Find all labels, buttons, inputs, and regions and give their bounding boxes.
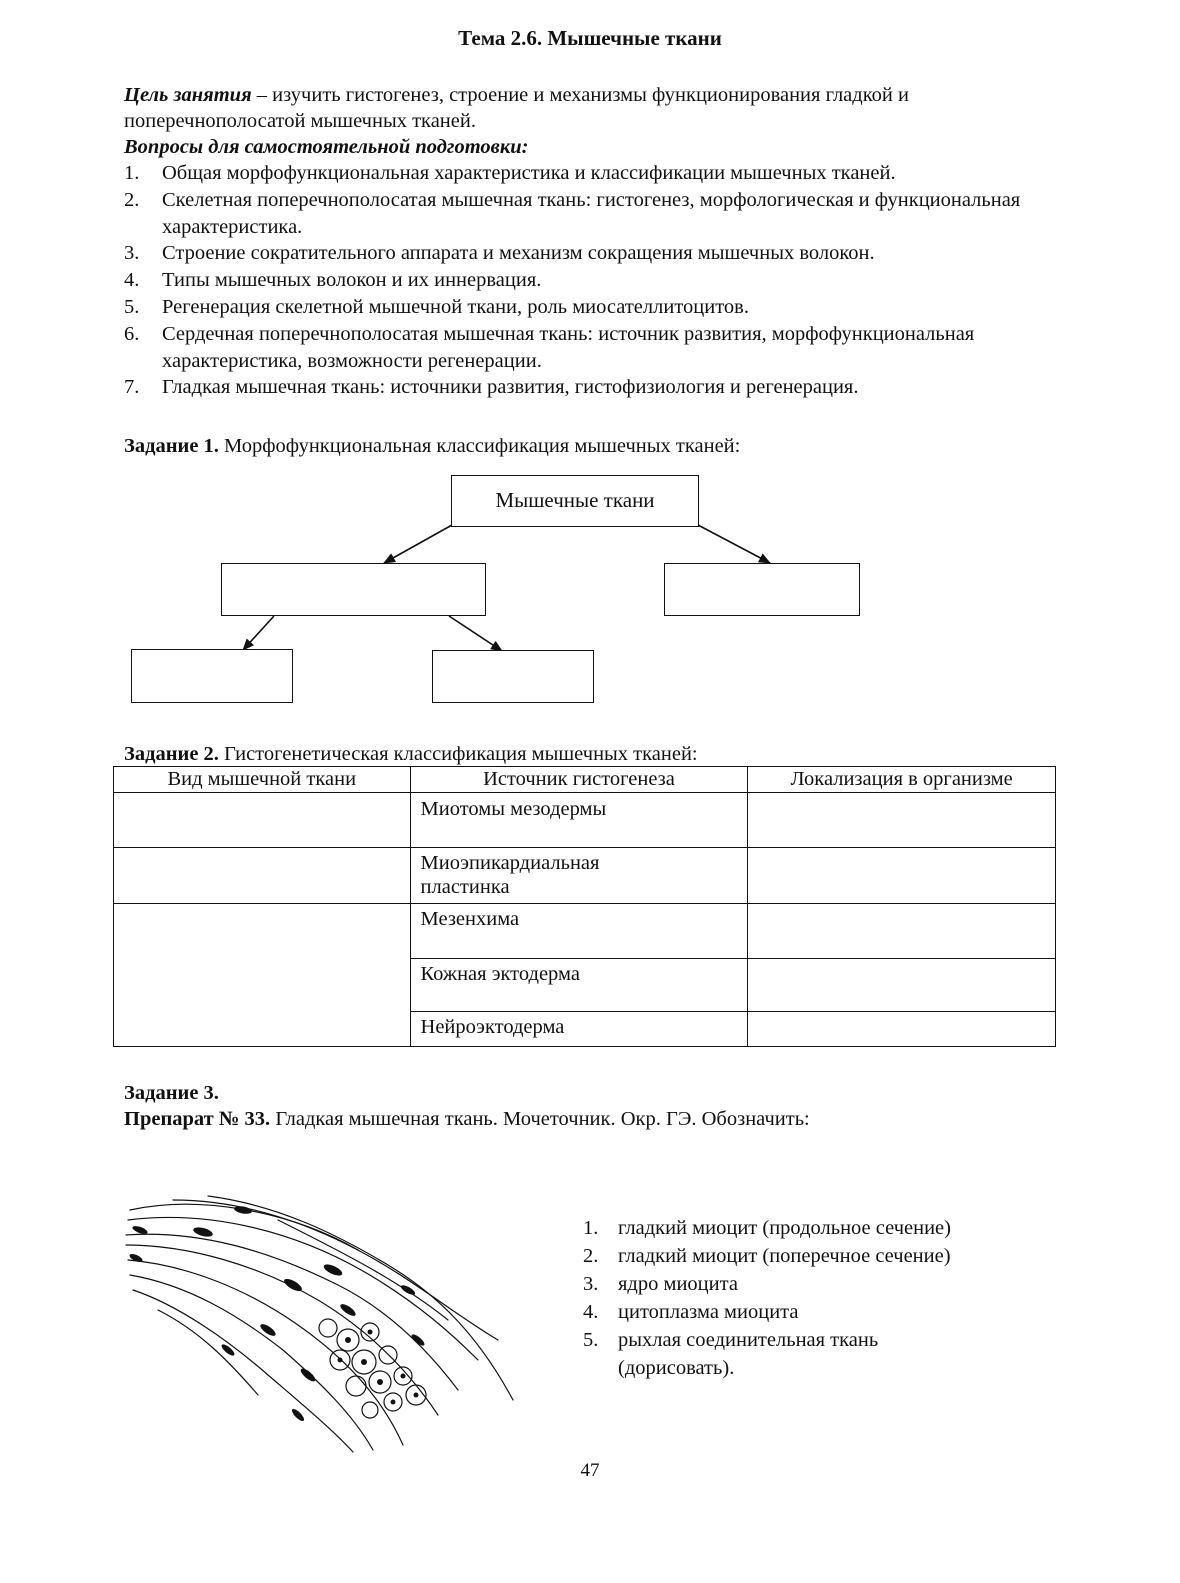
table-header-row [114,767,1056,793]
diagram-empty-box-left[interactable] [221,563,486,616]
task1-label: Задание 1. [124,435,219,457]
myocyte-nucleus [410,1333,426,1348]
myocyte-nucleus [290,1407,306,1423]
preparation-line [124,1106,810,1132]
type-cell[interactable] [114,793,411,848]
myocyte-cross-section [319,1319,337,1337]
location-cell[interactable] [748,793,1056,848]
source-cell: Нейроэктодерма [410,1012,748,1047]
question-item: 5. Регенерация скелетной мышечной ткани, роль миосателлитоцитов. [124,295,749,318]
myocyte-nucleus [220,1343,236,1358]
question-item: 7. Гладкая мышечная ткань: источники развития, гистофизиология и регенерация. [124,376,859,399]
table-row [114,904,1056,959]
diagram-root-box [451,475,699,527]
page-number: 47 [580,1460,600,1481]
table-row [114,848,1056,904]
location-cell[interactable] [748,959,1056,1012]
myocyte-nucleus [299,1367,317,1384]
myocyte-nucleus [400,1283,417,1296]
task3-heading: Задание 3. [124,1082,219,1104]
preparation-label: Препарат № 33. [124,1108,271,1130]
task2-heading [124,741,698,767]
arrow-left-leftchild [243,616,274,650]
task1-text: Морфофункциональная классификация мышечных тканей: [218,435,741,457]
task2-label: Задание 2. [124,743,219,765]
questions-heading: Вопросы для самостоятельной подготовки: [124,136,529,158]
location-cell[interactable] [748,848,1056,904]
classification-diagram-arrows [0,0,1180,720]
type-cell[interactable] [114,848,411,904]
question-item: 2. Скелетная поперечнополосатая мышечная ткань: гистогенез, морфологическая и функциональная характеристика. [124,188,1021,238]
histogenesis-table [113,766,1056,1047]
legend-item: 4. цитоплазма миоцита [583,1301,799,1323]
legend-item: 5. рыхлая соединительная ткань (дорисовать). [583,1329,879,1379]
source-cell: Миотомы мезодермы [410,793,748,848]
arrow-root-left [384,525,452,563]
myocyte-cross-section [362,1402,378,1418]
question-item: 3. Строение сократительного аппарата и механизм сокращения мышечных волокон. [124,242,875,265]
source-cell: Мезенхима [410,904,748,959]
legend-item: 3. ядро миоцита [583,1273,738,1295]
source-cell: Кожная эктодерма [410,959,748,1012]
goal-text: – изучить гистогенез, строение и механизмы функционирования гладкой и поперечнополосатой мышечных тканей. [124,84,909,132]
table-row [114,793,1056,848]
arrow-root-right [698,525,770,563]
source-cell: Миоэпикардиальная пластинка [410,848,748,904]
col-header-type: Вид мышечной ткани [114,767,411,793]
diagram-empty-box-right[interactable] [664,563,860,616]
legend-item: 2. гладкий миоцит (поперечное сечение) [583,1245,951,1267]
preparation-text: Гладкая мышечная ткань. Мочеточник. Окр. ГЭ. Обозначить: [270,1108,810,1130]
myocyte-cross-section [346,1376,366,1396]
col-header-source: Источник гистогенеза [410,767,748,793]
myocyte-nucleus [192,1226,213,1239]
diagram-empty-box-leftchild[interactable] [131,649,293,703]
myocyte-nucleus [322,1262,344,1278]
question-item: 1. Общая морфофункциональная характеристика и классификации мышечных тканей. [124,162,896,184]
diagram-empty-box-rightchild[interactable] [432,650,594,703]
location-cell[interactable] [748,904,1056,959]
diagram-root-label: Мышечные ткани [495,488,655,512]
col-header-location: Локализация в организме [748,767,1056,793]
smooth-muscle-drawing [118,1190,518,1455]
goal-label: Цель занятия [124,84,252,106]
type-cell[interactable] [114,904,411,1047]
task2-text: Гистогенетическая классификация мышечных тканей: [218,743,698,765]
location-cell[interactable] [748,1012,1056,1047]
arrow-left-rightchild [449,616,502,651]
myocyte-nucleus [259,1322,278,1338]
preparation-legend [583,1214,978,1382]
question-item: 6. Сердечная поперечнополосатая мышечная ткань: источник развития, морфофункциональная характеристика, возможности регенерации. [124,322,975,372]
question-item: 4. Типы мышечных волокон и их иннервация. [124,269,542,292]
page-title: Тема 2.6. Мышечные ткани [458,26,722,50]
legend-item: 1. гладкий миоцит (продольное сечение) [583,1217,951,1239]
